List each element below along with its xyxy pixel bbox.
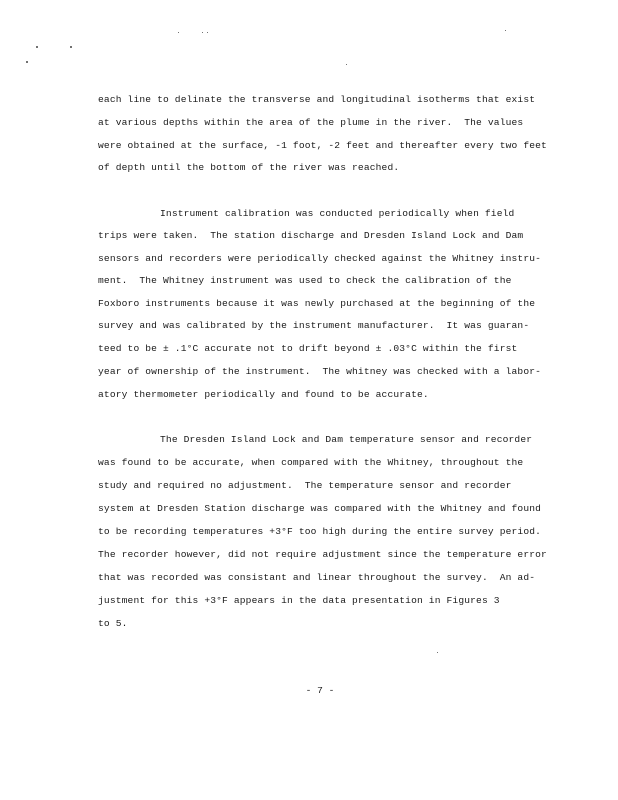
scan-speck xyxy=(202,32,203,33)
paragraph-3-line-1: The Dresden Island Lock and Dam temperature sensor and recorder xyxy=(160,434,533,445)
paragraph-2-line-2: trips were taken. The station discharge and Dresden Island Lock and Dam xyxy=(98,230,524,241)
scan-speck xyxy=(505,30,506,31)
scan-speck xyxy=(26,61,28,63)
scan-speck xyxy=(36,46,38,48)
paragraph-2-line-3: sensors and recorders were periodically checked against the Whitney instru- xyxy=(98,253,542,264)
paragraph-2-line-6: survey and was calibrated by the instrument manufacturer. It was guaran- xyxy=(98,320,530,331)
paragraph-2-line-7: teed to be ± .1°C accurate not to drift beyond ± .03°C within the first xyxy=(98,343,518,354)
paragraph-3-line-4: system at Dresden Station discharge was compared with the Whitney and found xyxy=(98,503,542,514)
paragraph-3-line-9: to 5. xyxy=(98,618,128,629)
scan-speck xyxy=(207,32,208,33)
paragraph-1-line-3: were obtained at the surface, -1 foot, -2 feet and thereafter every two feet xyxy=(98,140,547,151)
paragraph-2-line-5: Foxboro instruments because it was newly purchased at the beginning of the xyxy=(98,298,536,309)
paragraph-1-line-4: of depth until the bottom of the river was reached. xyxy=(98,162,400,173)
paragraph-3-line-3: study and required no adjustment. The temperature sensor and recorder xyxy=(98,480,512,491)
scan-speck xyxy=(70,46,72,48)
page-number: - 7 - xyxy=(305,685,335,696)
paragraph-2-line-8: year of ownership of the instrument. The whitney was checked with a labor- xyxy=(98,366,542,377)
paragraph-2-line-1: Instrument calibration was conducted periodically when field xyxy=(160,208,515,219)
paragraph-1-line-2: at various depths within the area of the plume in the river. The values xyxy=(98,117,524,128)
paragraph-3-line-8: justment for this +3°F appears in the data presentation in Figures 3 xyxy=(98,595,500,606)
paragraph-3-line-7: that was recorded was consistant and linear throughout the survey. An ad- xyxy=(98,572,536,583)
scan-speck xyxy=(346,64,347,65)
paragraph-3-line-5: to be recording temperatures +3°F too high during the entire survey period. xyxy=(98,526,542,537)
paragraph-3-line-6: The recorder however, did not require adjustment since the temperature error xyxy=(98,549,547,560)
paragraph-3-line-2: was found to be accurate, when compared with the Whitney, throughout the xyxy=(98,457,524,468)
paragraph-2-line-9: atory thermometer periodically and found to be accurate. xyxy=(98,389,429,400)
paragraph-2-line-4: ment. The Whitney instrument was used to check the calibration of the xyxy=(98,275,512,286)
scan-speck xyxy=(178,32,179,33)
paragraph-1-line-1: each line to delinate the transverse and longitudinal isotherms that exist xyxy=(98,94,536,105)
scan-speck xyxy=(437,652,438,653)
